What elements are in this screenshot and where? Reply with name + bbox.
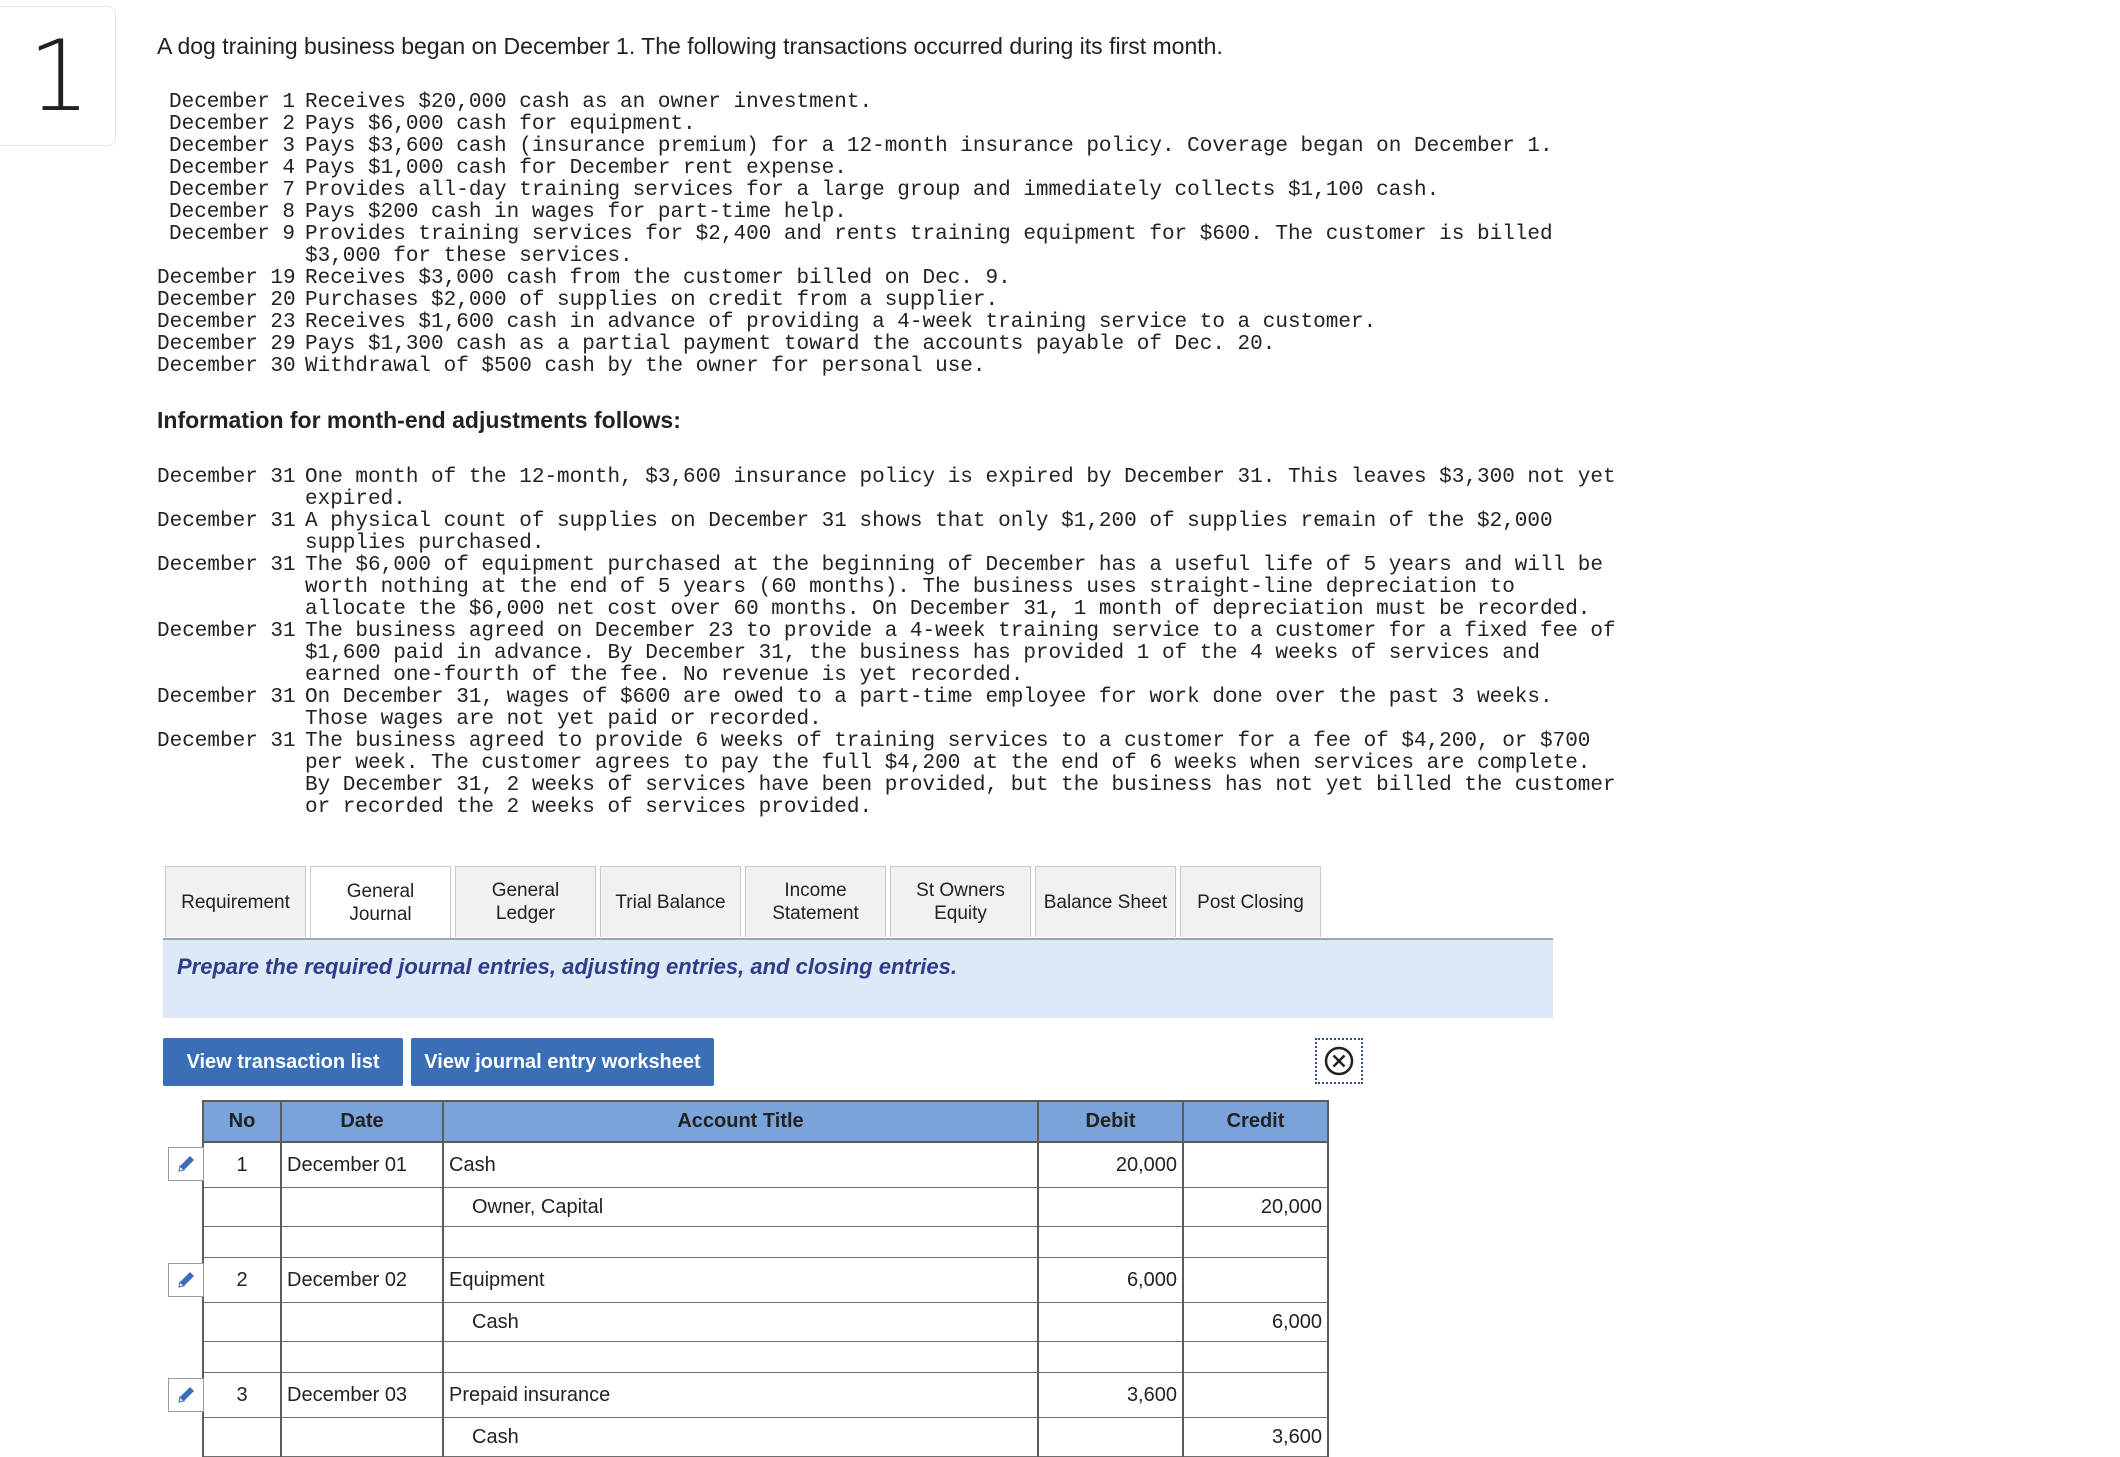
transaction-date: December 8 [169,201,296,224]
transaction-row [157,158,1725,180]
instruction-text: Prepare the required journal entries, adjusting entries, and closing entries. [177,954,957,979]
pencil-icon [175,1384,197,1406]
transaction-date: December 7 [169,179,296,202]
table-row [203,1142,1328,1188]
adjustment-row [157,467,1725,511]
adjustment-text: The $6,000 of equipment purchased at the beginning of December has a useful life of 5 years and will be worth nothing at the end of 5 years (60 months). The business uses straight-line depreciation to allocate the $6,000 net cost over 60 months. On December 31, 1 month of depreciation must be recorded. [305,554,1604,621]
adjustment-row [157,511,1725,555]
transaction-text: Receives $20,000 cash as an owner investment. [305,91,873,114]
empty-cell [443,1227,1038,1258]
entry-number [203,1303,281,1342]
empty-cell [203,1342,281,1373]
debit-amount: 3,600 [1038,1373,1183,1418]
transaction-row [157,92,1725,114]
transaction-row [157,136,1725,158]
debit-amount [1038,1418,1183,1457]
empty-cell [1183,1227,1328,1258]
adjustment-row [157,555,1725,621]
entry-number: 1 [203,1142,281,1188]
intro-text: A dog training business began on December 1. The following transactions occurred during its first month. [157,33,1223,59]
credit-amount: 6,000 [1183,1303,1328,1342]
transaction-text: Pays $200 cash in wages for part-time help. [305,201,847,224]
question-number: 1 [28,20,91,134]
transaction-date: December 29 [157,333,296,356]
empty-cell [203,1227,281,1258]
tab-st-owners-equity[interactable]: St Owners Equity [890,866,1031,937]
transaction-row [157,268,1725,290]
debit-amount: 6,000 [1038,1258,1183,1303]
adjustment-row [157,687,1725,731]
debit-amount [1038,1303,1183,1342]
credit-amount [1183,1373,1328,1418]
empty-cell [1183,1342,1328,1373]
table-row [203,1373,1328,1418]
transaction-text: Pays $1,300 cash as a partial payment toward the accounts payable of Dec. 20. [305,333,1276,356]
transaction-date: December 23 [157,311,296,334]
account-title: Equipment [443,1258,1038,1303]
credit-amount [1183,1258,1328,1303]
transaction-row [157,114,1725,136]
table-row [203,1418,1328,1457]
edit-entry-button[interactable] [168,1378,204,1412]
adjustment-text: On December 31, wages of $600 are owed to a part-time employee for work done over the past 3 weeks. Those wages are not yet paid or recorded. [305,686,1553,731]
instruction-banner [163,940,1553,1018]
entry-date [281,1188,443,1227]
adjustment-row [157,731,1725,819]
transaction-row [157,180,1725,202]
adjustment-text: The business agreed on December 23 to provide a 4-week training service to a customer for a fixed fee of $1,600 paid in advance. By December 31, the business has provided 1 of the 4 weeks of services and earned one-fourth of the fee. No revenue is yet recorded. [305,620,1616,687]
tab-general-journal[interactable]: General Journal [310,866,451,939]
journal-table [202,1100,1329,1457]
account-title: Cash [443,1142,1038,1188]
transaction-row [157,290,1725,312]
transaction-row [157,356,1725,378]
header-credit: Credit [1183,1101,1328,1142]
entry-date [281,1303,443,1342]
credit-amount: 3,600 [1183,1418,1328,1457]
table-spacer-row [203,1342,1328,1373]
credit-amount [1183,1142,1328,1188]
transaction-row [157,202,1725,224]
adjustment-date: December 31 [157,686,296,709]
question-number-box [0,6,116,146]
entry-number [203,1418,281,1457]
transaction-text: Purchases $2,000 of supplies on credit from a supplier. [305,289,999,312]
transaction-date: December 20 [157,289,296,312]
close-button[interactable] [1315,1038,1363,1084]
transaction-text: Provides all-day training services for a large group and immediately collects $1,100 cash. [305,179,1440,202]
empty-cell [281,1227,443,1258]
transaction-list [157,92,1725,378]
view-journal-entry-worksheet-button[interactable]: View journal entry worksheet [411,1038,714,1086]
transaction-row [157,334,1725,356]
entry-date: December 02 [281,1258,443,1303]
debit-amount [1038,1188,1183,1227]
adjustment-row [157,621,1725,687]
pencil-icon [175,1153,197,1175]
credit-amount: 20,000 [1183,1188,1328,1227]
account-title: Cash [443,1303,1038,1342]
tab-requirement[interactable]: Requirement [165,866,306,937]
debit-amount: 20,000 [1038,1142,1183,1188]
header-account-title: Account Title [443,1101,1038,1142]
empty-cell [281,1342,443,1373]
transaction-date: December 19 [157,267,296,290]
table-row [203,1303,1328,1342]
adjustments-heading: Information for month-end adjustments follows: [157,407,681,433]
adjustment-date: December 31 [157,510,296,533]
transaction-text: Pays $6,000 cash for equipment. [305,113,696,136]
account-title: Cash [443,1418,1038,1457]
edit-entry-button[interactable] [168,1147,204,1181]
transaction-text: Pays $1,000 cash for December rent expense. [305,157,847,180]
adjustment-text: A physical count of supplies on December 31 shows that only $1,200 of supplies remain of the $2,000 supplies purchased. [305,510,1553,555]
transaction-date: December 1 [169,91,296,114]
header-date: Date [281,1101,443,1142]
tab-post-closing[interactable]: Post Closing [1180,866,1321,937]
transaction-text: Receives $3,000 cash from the customer billed on Dec. 9. [305,267,1011,290]
tab-balance-sheet[interactable]: Balance Sheet [1035,866,1176,937]
transaction-date: December 3 [169,135,296,158]
table-spacer-row [203,1227,1328,1258]
entry-number [203,1188,281,1227]
adjustment-date: December 31 [157,730,296,753]
close-circle-icon [1323,1045,1355,1077]
transaction-text: Receives $1,600 cash in advance of providing a 4-week training service to a customer. [305,311,1377,334]
tab-trial-balance[interactable]: Trial Balance [600,866,741,937]
transaction-date: December 30 [157,355,296,378]
adjustment-text: The business agreed to provide 6 weeks of training services to a customer for a fee of $4,200, or $700 per week. The customer agrees to pay the full $4,200 at the end of 6 weeks when services are complete. By December 31, 2 weeks of services have been provided, but the business has not yet billed the customer or recorded the 2 weeks of services provided. [305,730,1616,819]
empty-cell [1038,1342,1183,1373]
adjustment-text: One month of the 12-month, $3,600 insurance policy is expired by December 31. This leaves $3,300 not yet expired. [305,466,1616,511]
transaction-text: Provides training services for $2,400 and rents training equipment for $600. The customer is billed $3,000 for these services. [305,223,1553,268]
empty-cell [1038,1227,1183,1258]
adjustment-list [157,467,1725,819]
transaction-date: December 2 [169,113,296,136]
adjustment-date: December 31 [157,554,296,577]
account-title: Owner, Capital [443,1188,1038,1227]
transaction-text: Pays $3,600 cash (insurance premium) for a 12-month insurance policy. Coverage began on December 1. [305,135,1553,158]
table-row [203,1258,1328,1303]
edit-entry-button[interactable] [168,1263,204,1297]
pencil-icon [175,1269,197,1291]
empty-cell [443,1342,1038,1373]
header-no: No [203,1101,281,1142]
adjustment-date: December 31 [157,620,296,643]
header-debit: Debit [1038,1101,1183,1142]
entry-date [281,1418,443,1457]
view-transaction-list-button[interactable]: View transaction list [163,1038,403,1086]
transaction-row [157,224,1725,268]
entry-date: December 03 [281,1373,443,1418]
entry-number: 2 [203,1258,281,1303]
transaction-row [157,312,1725,334]
tab-bar [165,866,1321,938]
adjustment-date: December 31 [157,466,296,489]
entry-number: 3 [203,1373,281,1418]
entry-date: December 01 [281,1142,443,1188]
table-header-row [203,1101,1328,1142]
account-title: Prepaid insurance [443,1373,1038,1418]
transaction-date: December 9 [169,223,296,246]
transaction-date: December 4 [169,157,296,180]
table-row [203,1188,1328,1227]
tab-general-ledger[interactable]: General Ledger [455,866,596,937]
tab-income-statement[interactable]: Income Statement [745,866,886,937]
transaction-text: Withdrawal of $500 cash by the owner for personal use. [305,355,986,378]
